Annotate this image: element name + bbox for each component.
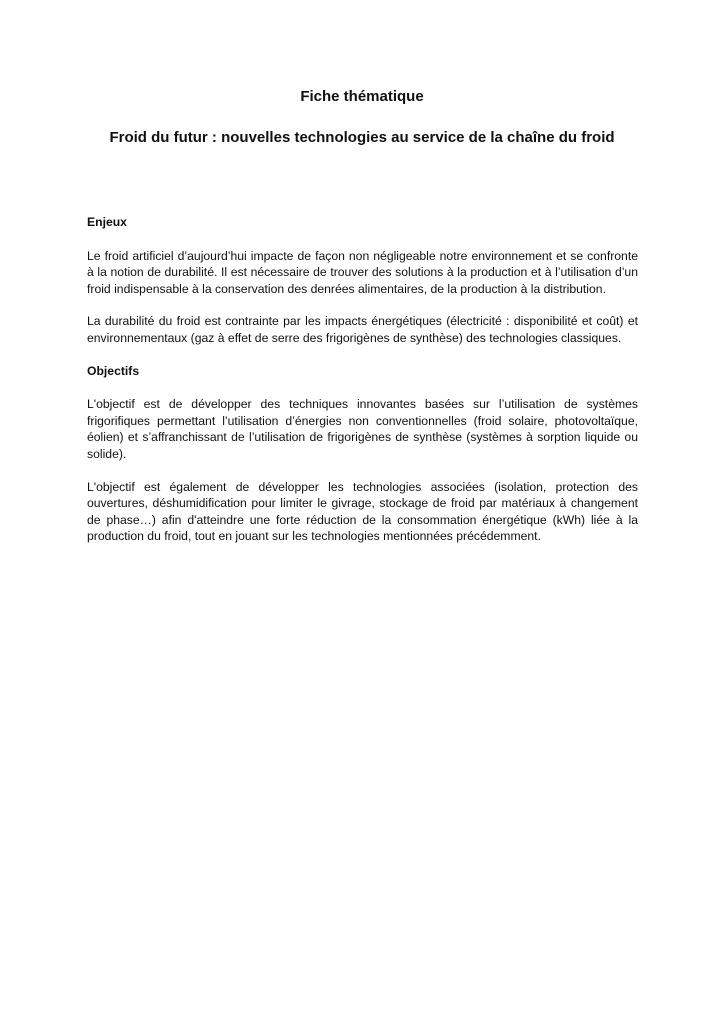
section-objectifs [87, 363, 638, 545]
paragraph: Le froid artificiel d’aujourd’hui impacte de façon non négligeable notre environnement et se confronte à la notion de durabilité. Il est nécessaire de trouver des solutions à la production et à l’utilisation d’un froid indispensable à la conservation des denrées alimentaires, de la production à la distribution. [87, 248, 638, 296]
section-enjeux [87, 214, 638, 347]
document-subtitle: Froid du futur : nouvelles technologies au service de la chaîne du froid [109, 129, 615, 146]
section-heading: Objectifs [87, 363, 140, 378]
paragraph: La durabilité du froid est contrainte par les impacts énergétiques (électricité : disponibilité et coût) et environnementaux (gaz à effet de serre des frigorigènes de synthèse) des technologies classiques. [87, 314, 638, 345]
paragraph: L'objectif est de développer des techniques innovantes basées sur l’utilisation de systèmes frigorifiques permettant l’utilisation d’énergies non conventionnelles (froid solaire, photovoltaïque, éolien) et s’affranchissant de l’utilisation de frigorigènes de synthèse (systèmes à sorption liquide ou solide). [87, 397, 638, 461]
paragraph: L'objectif est également de développer les technologies associées (isolation, protection des ouvertures, déshumidification pour limiter le givrage, stockage de froid par matériaux à changement de phase…) afin d'atteindre une forte réduction de la consommation énergétique (kWh) liée à la production du froid, tout en jouant sur les technologies mentionnées précédemment. [87, 479, 638, 544]
section-heading: Enjeux [87, 215, 127, 229]
document-body [87, 214, 638, 561]
document-title: Fiche thématique [300, 88, 424, 105]
